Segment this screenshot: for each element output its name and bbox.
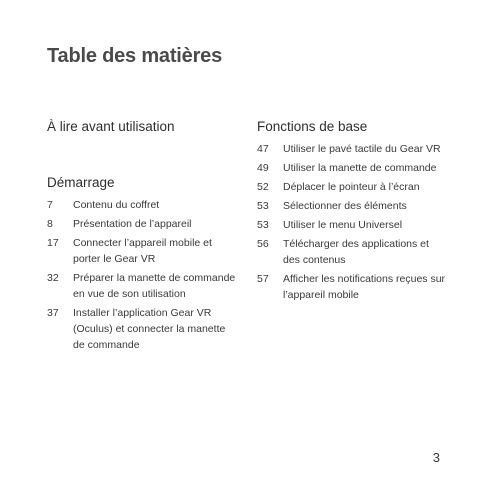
toc-entry-label: Préparer la manette de commande en vue de son utilisation [73,272,236,300]
toc-entry-label: Utiliser le pavé tactile du Gear VR [283,143,441,155]
toc-entry[interactable] [47,235,237,267]
toc-entry-label: Utiliser le menu Universel [283,219,403,231]
toc-entry-label: Déplacer le pointeur à l’écran [283,181,420,193]
toc-entry-label: Présentation de l’appareil [73,218,192,230]
toc-entry[interactable] [257,198,447,214]
toc-entry[interactable] [257,217,447,233]
toc-page-number: 37 [47,307,59,319]
toc-entry[interactable] [257,179,447,195]
toc-entry[interactable] [47,216,237,232]
toc-entry[interactable] [257,160,447,176]
page-number: 3 [432,450,440,465]
toc-entry[interactable] [47,305,237,353]
toc-list-basic-functions [257,141,447,303]
toc-entry[interactable] [257,271,447,303]
toc-entry-label: Connecter l’appareil mobile et porter le Gear VR [73,237,212,265]
toc-right-column [257,118,447,306]
toc-page-number: 47 [257,143,269,155]
toc-page-number: 53 [257,219,269,231]
toc-page-number: 17 [47,237,59,249]
toc-entry[interactable] [47,197,237,213]
section-heading-basic-functions[interactable]: Fonctions de base [257,119,368,134]
toc-left-column [47,118,237,356]
toc-entry-label: Sélectionner des éléments [283,200,407,212]
toc-list-getting-started [47,197,237,353]
toc-entry-label: Contenu du coffret [73,199,160,211]
toc-page-number: 56 [257,238,269,250]
toc-page-number: 8 [47,218,53,230]
toc-entry-label: Installer l’application Gear VR (Oculus) et connecter la manette de commande [73,307,226,351]
toc-page-number: 57 [257,273,269,285]
toc-page-number: 32 [47,272,59,284]
toc-entry[interactable] [257,236,447,268]
toc-page-number: 52 [257,181,269,193]
toc-entry[interactable] [47,270,237,302]
toc-entry-label: Afficher les notifications reçues sur l’appareil mobile [283,273,446,301]
toc-entry[interactable] [257,141,447,157]
toc-entry-label: Télécharger des applications et des contenus [283,238,429,266]
toc-entry-label: Utiliser la manette de commande [283,162,437,174]
toc-page-number: 49 [257,162,269,174]
section-heading-getting-started[interactable]: Démarrage [47,175,115,190]
section-heading-before-use[interactable]: À lire avant utilisation [47,119,175,134]
toc-page-number: 53 [257,200,269,212]
toc-page-number: 7 [47,199,53,211]
page-title: Table des matières [47,45,223,67]
